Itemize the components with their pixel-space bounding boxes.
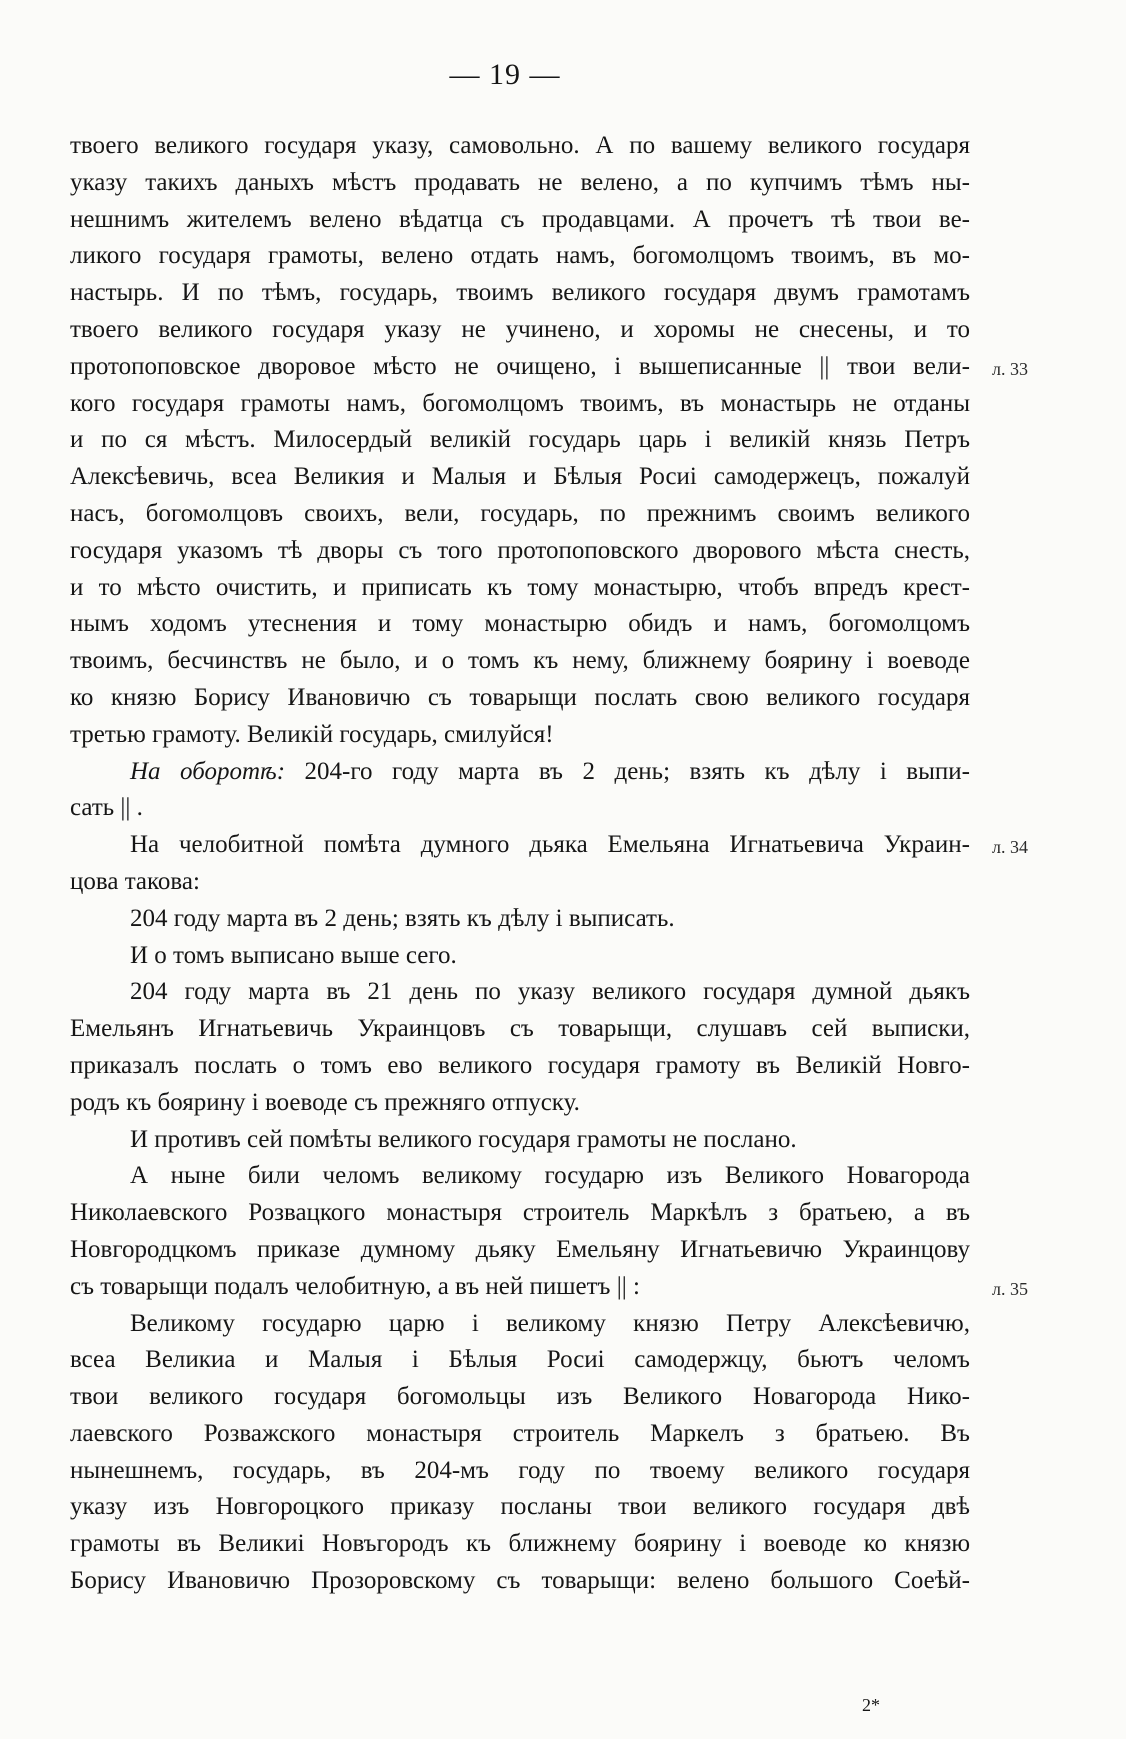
- line-text: нымъ ходомъ утеснения и тому монастырю обидъ и намъ, богомолцомъ: [70, 610, 970, 638]
- signature-mark: 2*: [862, 1695, 880, 1715]
- line-text: приказалъ послать о томъ ево великого государя грамоту въ Великій Новго-: [70, 1051, 970, 1079]
- line-text: Борису Ивановичю Прозоровскому съ товарыщи: велено большого Соеѣй-: [70, 1567, 970, 1595]
- line-text: и по ся мѣстъ. Милосердый великій государь царь і великій князь Петръ: [70, 426, 970, 454]
- body-text: [70, 128, 970, 1600]
- line-text: 204 году марта въ 21 день по указу великого государя думной дьякъ: [130, 978, 970, 1006]
- text-line: [70, 1269, 970, 1306]
- text-line: [70, 238, 970, 275]
- text-line: [70, 864, 970, 901]
- folio-margin-note: л. 35: [992, 1278, 1028, 1299]
- line-text: И противъ сей помѣты великого государя грамоты не послано.: [130, 1125, 797, 1153]
- text-line: [70, 312, 970, 349]
- text-line: [70, 386, 970, 423]
- text-line: [70, 790, 970, 827]
- line-text: твоего великого государя указу не учинено, и хоромы не снесены, и то: [70, 315, 970, 343]
- text-line: [70, 974, 970, 1011]
- text-line: [70, 1563, 970, 1600]
- text-line: [70, 643, 970, 680]
- line-text: 204-го году марта въ 2 день; взять къ дѣлу і выпи-: [285, 757, 970, 785]
- text-line: [70, 1232, 970, 1269]
- text-line: [70, 165, 970, 202]
- line-text: всеа Великиа и Малыя і Бѣлыя Росиі самодержцу, бьютъ челомъ: [70, 1346, 970, 1374]
- text-line: [70, 827, 970, 864]
- line-text: родъ къ боярину і воеводе съ прежняго отпуску.: [70, 1088, 580, 1116]
- text-line: [70, 1122, 970, 1159]
- text-line: [70, 570, 970, 607]
- text-line: [70, 1048, 970, 1085]
- page-number: — 19 —: [449, 58, 561, 91]
- text-line: [70, 533, 970, 570]
- text-line: [70, 1489, 970, 1526]
- text-line: [70, 717, 970, 754]
- line-text: указу такихъ даныхъ мѣстъ продавать не велено, а по купчимъ тѣмъ ны-: [70, 168, 970, 196]
- line-text: насъ, богомолцовъ своихъ, вели, государь, по прежнимъ своимъ великого: [70, 499, 970, 527]
- text-line: [70, 1158, 970, 1195]
- text-line: [70, 606, 970, 643]
- text-line: [70, 496, 970, 533]
- line-text: А ныне били челомъ великому государю изъ Великого Новагорода: [130, 1162, 970, 1190]
- text-line: [70, 202, 970, 239]
- text-line: [70, 1416, 970, 1453]
- text-line: [70, 1011, 970, 1048]
- line-text: съ товарыщи подалъ челобитную, а въ ней пишетъ || :: [70, 1272, 640, 1300]
- text-line: [70, 754, 970, 791]
- line-text: государя указомъ тѣ дворы съ того протопоповского дворового мѣста снесть,: [70, 536, 970, 564]
- text-line: [70, 901, 970, 938]
- line-text: На челобитной помѣта думного дьяка Емельяна Игнатьевича Украин-: [130, 831, 970, 859]
- line-text: Емельянъ Игнатьевичь Украинцовъ съ товарыщи, слушавъ сей выписки,: [70, 1015, 970, 1043]
- line-text: сать || .: [70, 794, 143, 822]
- text-line: [70, 1453, 970, 1490]
- line-text: Новгородцкомъ приказе думному дьяку Емельяну Игнатьевичю Украинцову: [70, 1235, 970, 1263]
- line-text: кого государя грамоты намъ, богомолцомъ твоимъ, въ монастырь не отданы: [70, 389, 970, 417]
- line-text: протопоповское дворовое мѣсто не очищено, і вышеписанные || твои вели-: [70, 352, 970, 380]
- line-text: твои великого государя богомольцы изъ Великого Новагорода Нико-: [70, 1383, 970, 1411]
- italic-label: На оборотѣ:: [130, 757, 286, 785]
- line-text: нынешнемъ, государь, въ 204-мъ году по твоему великого государя: [70, 1456, 970, 1484]
- text-line: [70, 1195, 970, 1232]
- text-line: [70, 128, 970, 165]
- line-text: грамоты въ Великиі Новъгородъ къ ближнему боярину і воеводе ко князю: [70, 1530, 970, 1558]
- line-text: указу изъ Новгороцкого приказу посланы твои великого государя двѣ: [70, 1493, 970, 1521]
- text-line: [70, 275, 970, 312]
- line-text: третью грамоту. Великій государь, смилуйся!: [70, 720, 554, 748]
- text-line: [70, 349, 970, 386]
- line-text: Великому государю царю і великому князю Петру Алексѣевичю,: [130, 1309, 970, 1337]
- line-text: Алексѣевичь, всеа Великия и Малыя и Бѣлыя Росиі самодержецъ, пожалуй: [70, 463, 970, 491]
- text-line: [70, 422, 970, 459]
- text-line: [70, 1306, 970, 1343]
- text-line: [70, 938, 970, 975]
- line-text: и то мѣсто очистить, и приписать къ тому монастырю, чтобъ впредъ крест-: [70, 573, 970, 601]
- line-text: твоимъ, бесчинствъ не было, и о томъ къ нему, ближнему боярину і воеводе: [70, 647, 970, 675]
- line-text: И о томъ выписано выше сего.: [130, 941, 457, 969]
- text-line: [70, 1085, 970, 1122]
- folio-margin-note: л. 34: [992, 837, 1028, 858]
- line-text: твоего великого государя указу, самовольно. А по вашему великого государя: [70, 132, 970, 159]
- line-text: ликого государя грамоты, велено отдать намъ, богомолцомъ твоимъ, въ мо-: [70, 242, 970, 270]
- line-text: цова такова:: [70, 867, 200, 895]
- line-text: настырь. И по тѣмъ, государь, твоимъ великого государя двумъ грамотамъ: [70, 279, 970, 307]
- line-text: лаевского Розважского монастыря строитель Маркелъ з братьею. Въ: [70, 1419, 970, 1447]
- line-text: нешнимъ жителемъ велено вѣдатца съ продавцами. А прочетъ тѣ твои ве-: [70, 205, 970, 233]
- text-line: [70, 459, 970, 496]
- line-text: ко князю Борису Ивановичю съ товарыщи послать свою великого государя: [70, 683, 970, 711]
- text-line: [70, 680, 970, 717]
- line-text: Николаевского Розвацкого монастыря строитель Маркѣлъ з братьею, а въ: [70, 1199, 970, 1227]
- text-line: [70, 1379, 970, 1416]
- text-line: [70, 1526, 970, 1563]
- folio-margin-note: л. 33: [992, 358, 1028, 379]
- line-text: 204 году марта въ 2 день; взять къ дѣлу і выписать.: [130, 904, 675, 932]
- text-line: [70, 1342, 970, 1379]
